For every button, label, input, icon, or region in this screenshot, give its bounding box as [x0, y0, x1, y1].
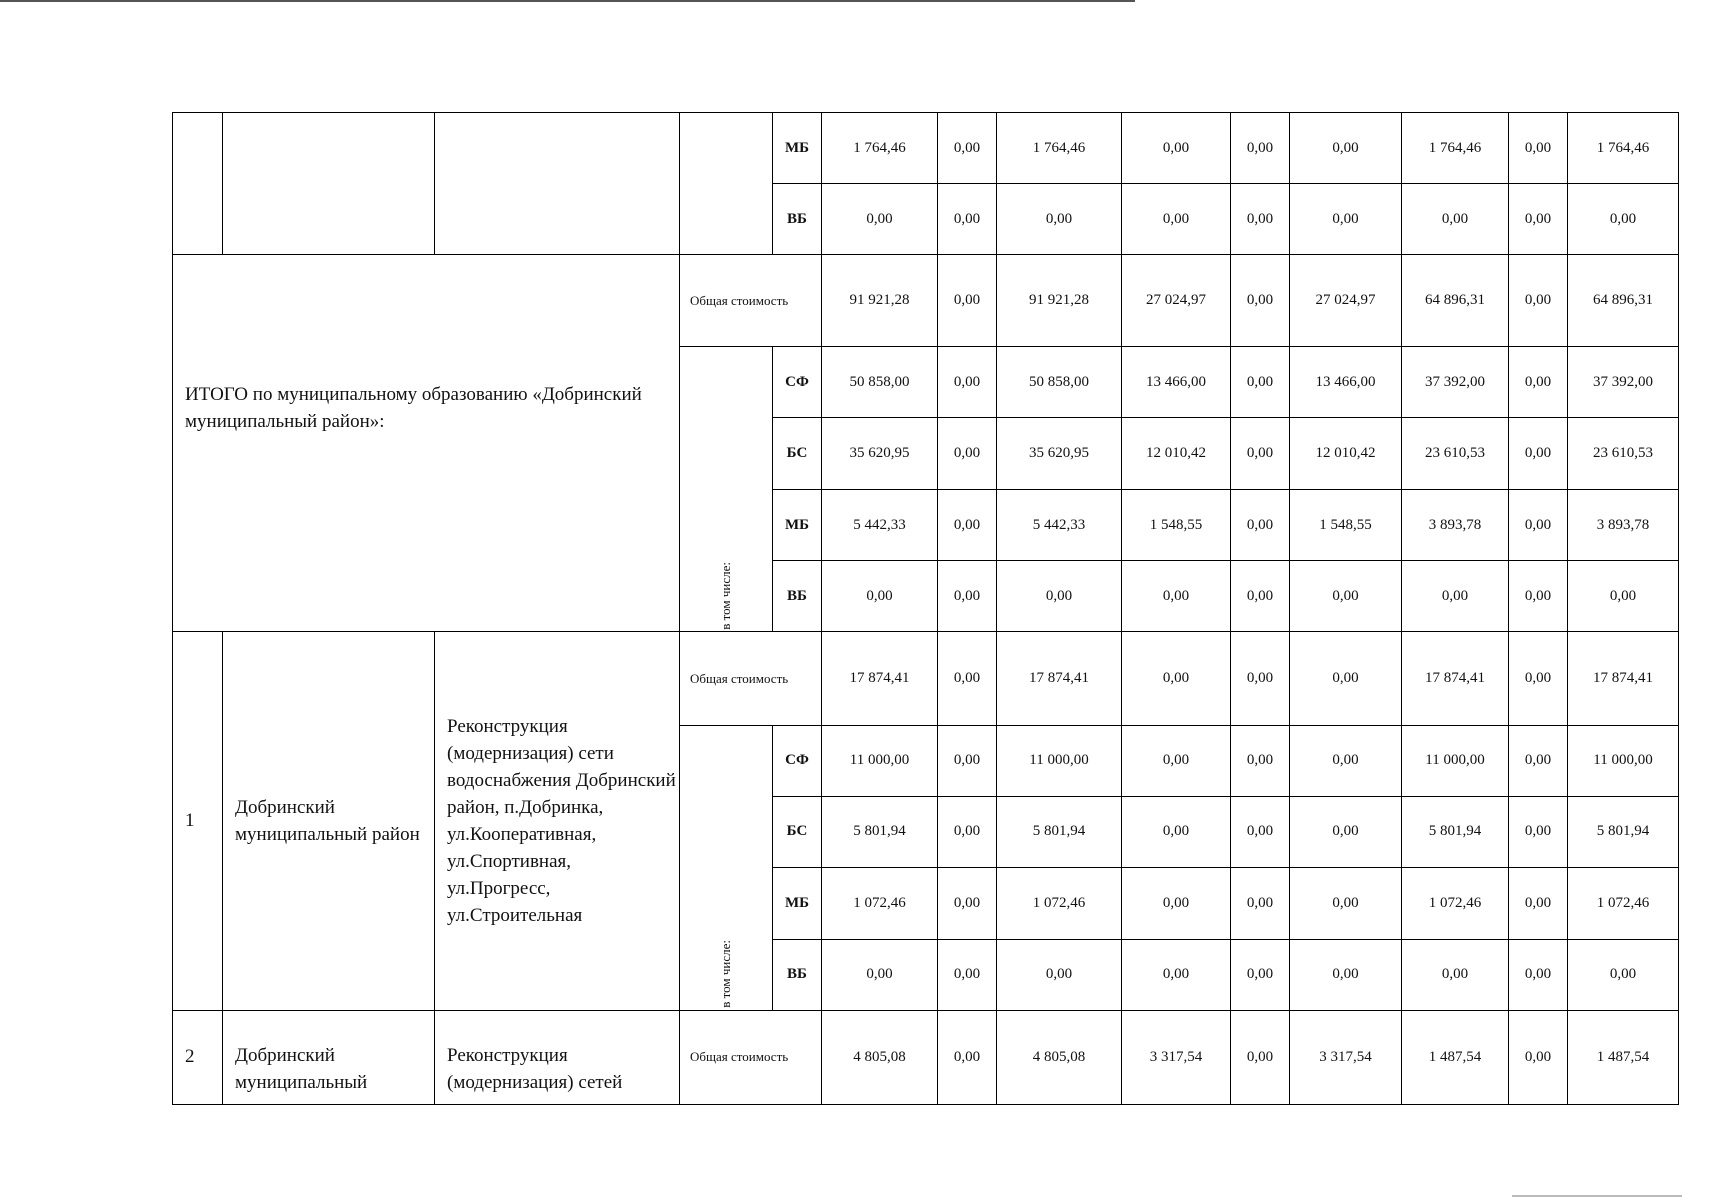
- fund-code: ВБ: [773, 561, 822, 632]
- value-cell: 0,00: [938, 418, 997, 490]
- value-cell: 0,00: [938, 561, 997, 632]
- value-cell: 0,00: [1509, 490, 1568, 561]
- value-cell: 5 442,33: [997, 490, 1122, 561]
- value-cell: 1 072,46: [1568, 867, 1679, 939]
- item-district: Добринский муниципальный: [223, 1010, 435, 1104]
- value-cell: 0,00: [1290, 796, 1402, 867]
- item-description: Реконструкция (модернизация) сети водоснабжения Добринский район, п.Добринка, ул.Кооперативная, ул.Спортивная, ул.Прогресс, ул.Строительная: [435, 632, 680, 1010]
- value-cell: 0,00: [1509, 255, 1568, 347]
- value-cell: 0,00: [938, 632, 997, 725]
- value-cell: 0,00: [1290, 725, 1402, 796]
- value-cell: 1 487,54: [1402, 1010, 1509, 1104]
- value-cell: 0,00: [938, 255, 997, 347]
- value-cell: 0,00: [1231, 939, 1290, 1010]
- value-cell: 0,00: [1231, 867, 1290, 939]
- value-cell: 0,00: [1509, 184, 1568, 255]
- value-cell: 17 874,41: [822, 632, 938, 725]
- value-cell: 0,00: [1402, 939, 1509, 1010]
- value-cell: 0,00: [1290, 632, 1402, 725]
- value-cell: 0,00: [1122, 867, 1231, 939]
- value-cell: 91 921,28: [997, 255, 1122, 347]
- itogo-label: ИТОГО по муниципальному образованию «Добринский муниципальный район»:: [173, 255, 680, 632]
- value-cell: 17 874,41: [1568, 632, 1679, 725]
- value-cell: 0,00: [1122, 725, 1231, 796]
- empty-vertical-label-cell: [680, 113, 773, 255]
- value-cell: 0,00: [1509, 561, 1568, 632]
- value-cell: 0,00: [1231, 561, 1290, 632]
- value-cell: 3 317,54: [1122, 1010, 1231, 1104]
- table-row: [173, 113, 1679, 184]
- in-that-number-label: в том числе:: [718, 940, 733, 1008]
- total-cost-label: Общая стоимость: [680, 255, 822, 347]
- value-cell: 0,00: [1231, 632, 1290, 725]
- item-index: 1: [173, 632, 223, 1010]
- value-cell: 0,00: [1231, 796, 1290, 867]
- value-cell: 1 072,46: [822, 867, 938, 939]
- table-row: [173, 632, 1679, 725]
- value-cell: 5 801,94: [822, 796, 938, 867]
- value-cell: 3 893,78: [1402, 490, 1509, 561]
- value-cell: 5 801,94: [1568, 796, 1679, 867]
- value-cell: 1 764,46: [997, 113, 1122, 184]
- value-cell: 1 487,54: [1568, 1010, 1679, 1104]
- value-cell: 23 610,53: [1568, 418, 1679, 490]
- fund-code: ВБ: [773, 184, 822, 255]
- value-cell: 0,00: [997, 184, 1122, 255]
- fund-code: СФ: [773, 725, 822, 796]
- value-cell: 0,00: [1509, 796, 1568, 867]
- empty-index-cell: [173, 113, 223, 255]
- value-cell: 0,00: [1231, 184, 1290, 255]
- value-cell: 0,00: [822, 561, 938, 632]
- value-cell: 12 010,42: [1290, 418, 1402, 490]
- value-cell: 0,00: [1290, 184, 1402, 255]
- empty-description-cell: [435, 113, 680, 255]
- fund-code: БС: [773, 796, 822, 867]
- value-cell: 5 801,94: [1402, 796, 1509, 867]
- scan-corner-mark: [1512, 1195, 1682, 1197]
- value-cell: 12 010,42: [1122, 418, 1231, 490]
- in-that-number-label: в том числе:: [718, 561, 733, 630]
- value-cell: 1 548,55: [1290, 490, 1402, 561]
- value-cell: 3 893,78: [1568, 490, 1679, 561]
- value-cell: 0,00: [938, 867, 997, 939]
- value-cell: 0,00: [1122, 184, 1231, 255]
- value-cell: 64 896,31: [1402, 255, 1509, 347]
- value-cell: 0,00: [1509, 939, 1568, 1010]
- value-cell: 35 620,95: [997, 418, 1122, 490]
- value-cell: 0,00: [938, 113, 997, 184]
- value-cell: 27 024,97: [1290, 255, 1402, 347]
- value-cell: 23 610,53: [1402, 418, 1509, 490]
- value-cell: 0,00: [1231, 1010, 1290, 1104]
- value-cell: 11 000,00: [1568, 725, 1679, 796]
- value-cell: 0,00: [938, 939, 997, 1010]
- value-cell: 0,00: [938, 1010, 997, 1104]
- value-cell: 0,00: [1231, 113, 1290, 184]
- value-cell: 0,00: [1231, 725, 1290, 796]
- financing-table: [172, 112, 1679, 1105]
- fund-code: БС: [773, 418, 822, 490]
- scan-top-rule: [0, 0, 1135, 2]
- value-cell: 0,00: [1122, 796, 1231, 867]
- value-cell: 50 858,00: [997, 347, 1122, 418]
- fund-code: МБ: [773, 867, 822, 939]
- value-cell: 4 805,08: [822, 1010, 938, 1104]
- value-cell: 0,00: [997, 561, 1122, 632]
- value-cell: 0,00: [1568, 184, 1679, 255]
- in-that-number-cell: [680, 347, 773, 632]
- value-cell: 0,00: [1509, 347, 1568, 418]
- value-cell: 37 392,00: [1402, 347, 1509, 418]
- value-cell: 0,00: [1290, 867, 1402, 939]
- value-cell: 0,00: [1509, 113, 1568, 184]
- value-cell: 1 072,46: [997, 867, 1122, 939]
- value-cell: 0,00: [822, 184, 938, 255]
- value-cell: 11 000,00: [997, 725, 1122, 796]
- value-cell: 13 466,00: [1122, 347, 1231, 418]
- fund-code: ВБ: [773, 939, 822, 1010]
- in-that-number-cell: [680, 725, 773, 1010]
- table-row: [173, 255, 1679, 347]
- value-cell: 35 620,95: [822, 418, 938, 490]
- value-cell: 3 317,54: [1290, 1010, 1402, 1104]
- value-cell: 0,00: [1402, 561, 1509, 632]
- value-cell: 0,00: [1402, 184, 1509, 255]
- value-cell: 0,00: [1290, 561, 1402, 632]
- value-cell: 17 874,41: [997, 632, 1122, 725]
- value-cell: 1 764,46: [822, 113, 938, 184]
- value-cell: 0,00: [1509, 418, 1568, 490]
- value-cell: 1 072,46: [1402, 867, 1509, 939]
- value-cell: 0,00: [1509, 1010, 1568, 1104]
- value-cell: 0,00: [1290, 113, 1402, 184]
- value-cell: 0,00: [822, 939, 938, 1010]
- value-cell: 27 024,97: [1122, 255, 1231, 347]
- total-cost-label: Общая стоимость: [680, 1010, 822, 1104]
- item-description: Реконструкция (модернизация) сетей: [435, 1010, 680, 1104]
- value-cell: 0,00: [1231, 418, 1290, 490]
- item-district: Добринский муниципальный район: [223, 632, 435, 1010]
- value-cell: 0,00: [1509, 867, 1568, 939]
- value-cell: 0,00: [997, 939, 1122, 1010]
- fund-code: МБ: [773, 113, 822, 184]
- value-cell: 11 000,00: [1402, 725, 1509, 796]
- value-cell: 91 921,28: [822, 255, 938, 347]
- table-row: [173, 1010, 1679, 1104]
- value-cell: 0,00: [1231, 255, 1290, 347]
- value-cell: 0,00: [1122, 939, 1231, 1010]
- value-cell: 0,00: [1568, 561, 1679, 632]
- value-cell: 0,00: [1231, 347, 1290, 418]
- value-cell: 0,00: [938, 490, 997, 561]
- value-cell: 0,00: [1290, 939, 1402, 1010]
- value-cell: 5 801,94: [997, 796, 1122, 867]
- fund-code: МБ: [773, 490, 822, 561]
- value-cell: 0,00: [1568, 939, 1679, 1010]
- value-cell: 37 392,00: [1568, 347, 1679, 418]
- value-cell: 1 764,46: [1402, 113, 1509, 184]
- value-cell: 0,00: [1509, 632, 1568, 725]
- value-cell: 0,00: [938, 796, 997, 867]
- item-index: 2: [173, 1010, 223, 1104]
- value-cell: 0,00: [938, 347, 997, 418]
- value-cell: 0,00: [1231, 490, 1290, 561]
- value-cell: 0,00: [1122, 632, 1231, 725]
- value-cell: 13 466,00: [1290, 347, 1402, 418]
- value-cell: 1 764,46: [1568, 113, 1679, 184]
- value-cell: 0,00: [1122, 561, 1231, 632]
- empty-district-cell: [223, 113, 435, 255]
- value-cell: 0,00: [1509, 725, 1568, 796]
- fund-code: СФ: [773, 347, 822, 418]
- value-cell: 5 442,33: [822, 490, 938, 561]
- value-cell: 50 858,00: [822, 347, 938, 418]
- value-cell: 1 548,55: [1122, 490, 1231, 561]
- value-cell: 4 805,08: [997, 1010, 1122, 1104]
- value-cell: 0,00: [938, 184, 997, 255]
- total-cost-label: Общая стоимость: [680, 632, 822, 725]
- value-cell: 64 896,31: [1568, 255, 1679, 347]
- value-cell: 17 874,41: [1402, 632, 1509, 725]
- value-cell: 11 000,00: [822, 725, 938, 796]
- value-cell: 0,00: [1122, 113, 1231, 184]
- value-cell: 0,00: [938, 725, 997, 796]
